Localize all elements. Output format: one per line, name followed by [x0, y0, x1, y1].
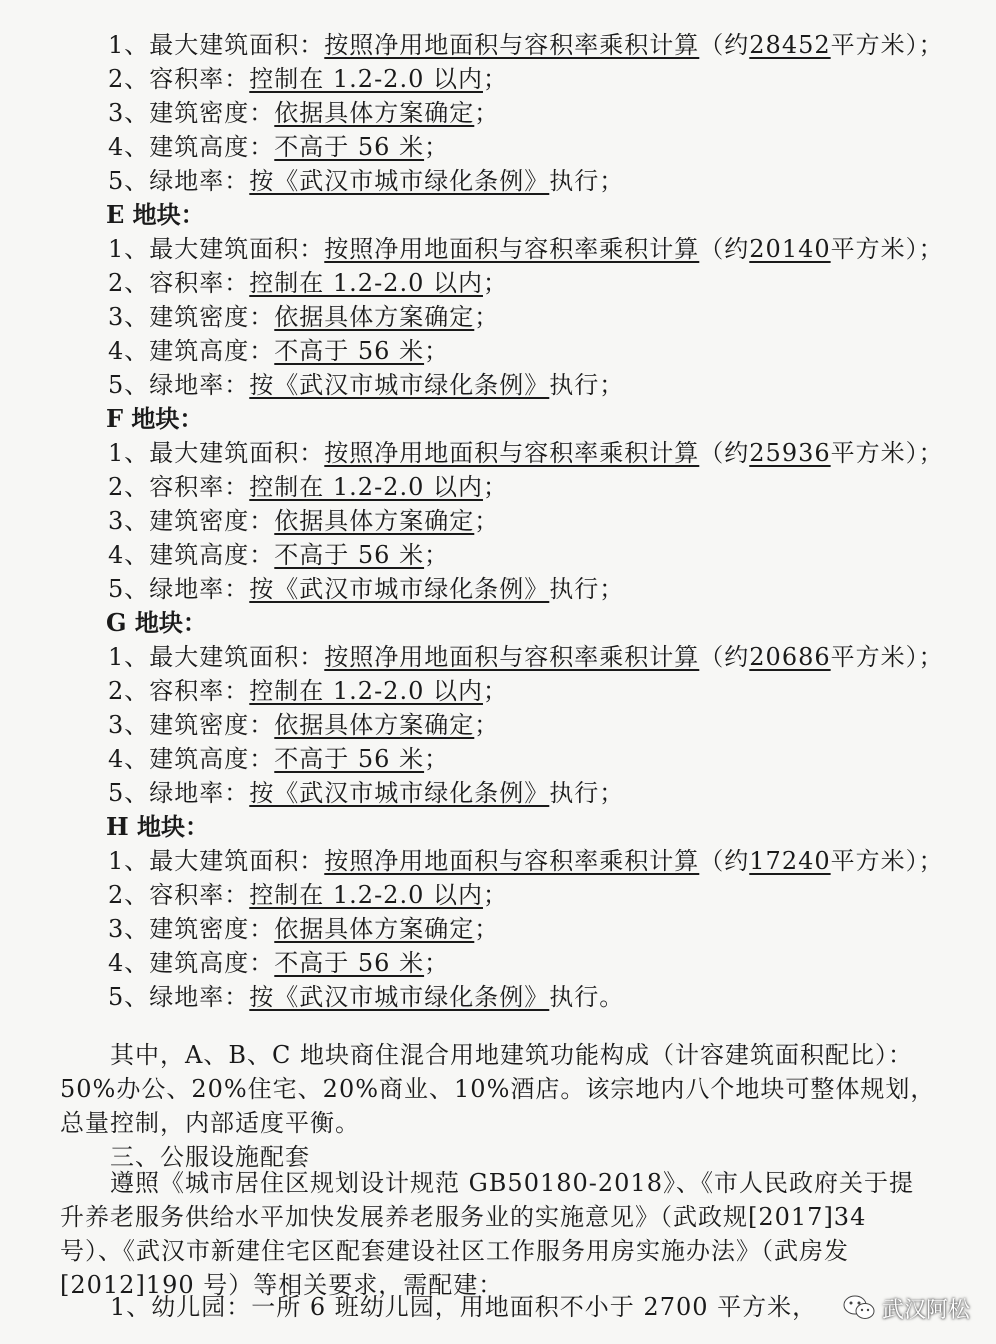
paragraph-land-use: 其中，A、B、C 地块商住混合用地建筑功能构成（计容建筑面积配比）： 50%办公、20%住宅、20%商业、10%酒店。该宗地内八个地块可整体规划， 总量控制，内部适度平衡。	[60, 1041, 936, 1137]
item-height: 4、建筑高度：不高于 56 米；	[108, 541, 450, 569]
item-max-area: 1、最大建筑面积：按照净用地面积与容积率乘积计算（约17240平方米）；	[108, 847, 944, 875]
item-density: 3、建筑密度：依据具体方案确定；	[108, 915, 500, 943]
item-height: 4、建筑高度：不高于 56 米；	[108, 745, 450, 773]
item-far: 2、容积率：控制在 1.2-2.0 以内；	[108, 473, 508, 501]
item-height: 4、建筑高度：不高于 56 米；	[108, 337, 450, 365]
item-height: 4、建筑高度：不高于 56 米；	[108, 133, 450, 161]
item-max-area: 1、最大建筑面积：按照净用地面积与容积率乘积计算（约25936平方米）；	[108, 439, 944, 467]
item-green: 5、绿地率：按《武汉市城市绿化条例》执行；	[108, 779, 625, 807]
item-kindergarten: 1、幼儿园：一所 6 班幼儿园，用地面积不小于 2700 平方米，	[60, 1293, 818, 1321]
watermark	[842, 1290, 970, 1326]
item-density: 3、建筑密度：依据具体方案确定；	[108, 507, 500, 535]
block-title: F 地块：	[106, 404, 204, 433]
item-green: 5、绿地率：按《武汉市城市绿化条例》执行。	[108, 983, 625, 1011]
item-density: 3、建筑密度：依据具体方案确定；	[108, 99, 500, 127]
wechat-icon	[842, 1294, 876, 1322]
item-green: 5、绿地率：按《武汉市城市绿化条例》执行；	[108, 575, 625, 603]
block-title: H 地块：	[106, 812, 210, 841]
item-far: 2、容积率：控制在 1.2-2.0 以内；	[108, 677, 508, 705]
watermark-text: 武汉阿松	[881, 1297, 970, 1323]
item-far: 2、容积率：控制在 1.2-2.0 以内；	[108, 269, 508, 297]
paragraph-public-facilities: 遵照《城市居住区规划设计规范 GB50180-2018》、《市人民政府关于提 升养老服务供给水平加快发展养老服务业的实施意见》（武政规[2017]34 号）、《武汉市新建住宅区配套建设社区工作服务用房实施办法》（武房发 [2012]190 号）等相关要求，需配建：	[60, 1169, 914, 1299]
block-title: G 地块：	[106, 608, 207, 637]
item-density: 3、建筑密度：依据具体方案确定；	[108, 303, 500, 331]
item-density: 3、建筑密度：依据具体方案确定；	[108, 711, 500, 739]
item-green: 5、绿地率：按《武汉市城市绿化条例》执行；	[108, 371, 625, 399]
block-title: E 地块：	[106, 200, 205, 229]
item-height: 4、建筑高度：不高于 56 米；	[108, 949, 450, 977]
item-far: 2、容积率：控制在 1.2-2.0 以内；	[108, 881, 508, 909]
item-max-area: 1、最大建筑面积：按照净用地面积与容积率乘积计算（约20140平方米）；	[108, 235, 944, 263]
item-max-area: 1、最大建筑面积：按照净用地面积与容积率乘积计算（约28452平方米）；	[108, 31, 944, 59]
item-far: 2、容积率：控制在 1.2-2.0 以内；	[108, 65, 508, 93]
item-max-area: 1、最大建筑面积：按照净用地面积与容积率乘积计算（约20686平方米）；	[108, 643, 944, 671]
section-heading: 三、公服设施配套	[60, 1143, 310, 1171]
item-green: 5、绿地率：按《武汉市城市绿化条例》执行；	[108, 167, 625, 195]
